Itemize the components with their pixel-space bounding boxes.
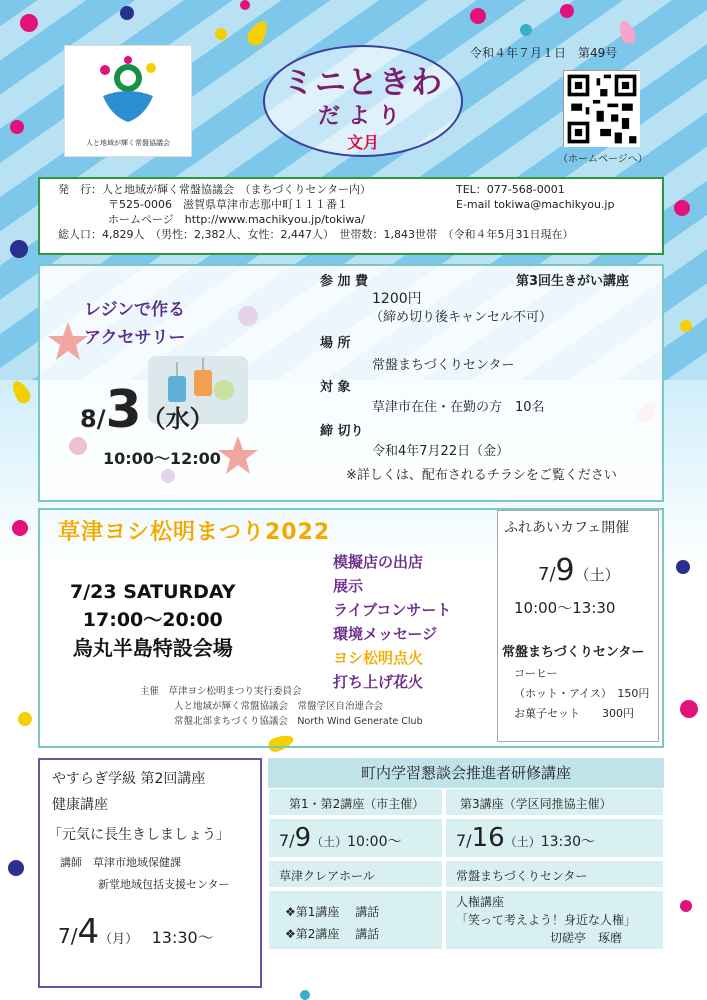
confetti-dot [300,990,310,1000]
resin-note: ※詳しくは、配布されるチラシをご覧ください [346,468,617,483]
festival-event: 展示 [333,577,364,595]
resin-date-day: 3 [105,380,142,440]
publisher-address: 〒525-0006 滋賀県草津市志那中町１１１番１ [108,198,348,211]
col1-item: ❖第1講座 講話 [285,905,380,919]
resin-date-month: 8/ [80,405,106,433]
resin-details [320,268,660,498]
cafe-item: お菓子セット 300円 [514,707,634,720]
resin-title-line2: アクセサリー [84,328,186,348]
resin-date [80,380,214,440]
training-course-table [268,758,664,983]
confetti-dot [18,712,32,726]
publisher-homepage[interactable]: ホームページ http://www.machikyou.jp/tokiwa/ [108,213,365,226]
fee-label: 参 加 費 [320,274,369,289]
festival-event: ヨシ松明点火 [333,649,424,667]
festival-event: 模擬店の出店 [333,553,424,571]
qr-caption: （ホームページへ） [558,154,648,165]
course-col2-date [445,818,664,858]
resin-date-weekday: （水） [141,405,214,433]
yasuragi-panel [38,758,262,988]
course-label: 第3回生きがい講座 [516,274,630,289]
col2-place-text: 常盤まちづくりセンター [456,869,588,883]
cafe-date-day: 9 [555,553,575,588]
confetti-dot [470,8,486,24]
resin-time: 10:00～12:00 [103,449,221,468]
publisher-email[interactable]: E-mail tokiwa@machikyou.jp [456,198,615,211]
resin-event-card [48,276,274,496]
col2-weekday: （土） [504,835,541,849]
course-col1-head [268,788,443,816]
festival-venue: 烏丸半島特設会場 [72,636,233,660]
confetti-dot [12,520,28,536]
cafe-time: 10:00～13:30 [514,599,616,617]
confetti-dot [674,200,690,216]
yasuragi-time: 13:30～ [151,928,214,947]
confetti-dot [240,0,250,10]
organizer: 草津ヨシ松明まつり実行委員会 [168,686,302,697]
publisher-tel: TEL：077-568-0001 [456,183,565,196]
issue-date: 令和４年７月１日 第49号 [470,46,618,60]
lecturer: 草津市地域保健課 [93,856,181,869]
confetti-dot [215,28,227,40]
col2-head-text: 第3講座（学区同推協主催） [460,797,612,811]
place-value: 常盤まちづくりセンター [372,358,515,373]
qr-code[interactable] [563,70,639,146]
course-col1-content [268,890,443,950]
col1-place-text: 草津クレアホール [279,869,375,883]
festival-title: 草津ヨシ松明まつり2022 [58,520,331,545]
yasuragi-theme: 「元気に長生きしましょう」 [48,827,230,843]
resin-title-line1: レジンで作る [84,300,186,320]
yasuragi-subtitle: 健康講座 [52,797,108,813]
fee-value: 1200円 [372,291,422,307]
festival-events [333,550,451,694]
col1-date [279,823,402,853]
qr-code-icon [564,71,640,147]
confetti-dot [20,14,38,32]
col1-item: ❖第2講座 講話 [285,927,380,941]
publisher-label: 発 行：人と地域が輝く常盤協議会 （まちづくりセンター内） [58,183,371,196]
confetti-dot [560,4,574,18]
festival-event: ライブコンサート [333,601,452,619]
col1-date-day: 9 [294,823,312,853]
confetti-dot [10,120,24,134]
deadline-value: 令和4年7月22日（金） [372,444,510,459]
col1-weekday: （土） [311,835,348,849]
yasuragi-weekday: （月） [99,932,132,947]
col2-time: 13:30～ [540,834,596,850]
cafe-date-month: 7/ [538,564,556,585]
col2-date [456,823,595,853]
course-col1-place [268,860,443,888]
lecturer: 新堂地域包括支援センター [98,878,230,891]
population-stats: 総人口：4,829人 （男性：2,382人、女性：2,447人） 世帯数：1,843世帯 （令和４年5月31日現在） [58,228,574,241]
col2-date-month: 7/ [456,831,472,850]
festival-event: 打ち上げ花火 [333,673,424,691]
col2-date-day: 16 [471,823,505,853]
place-label: 場 所 [320,336,351,351]
col1-head-text: 第1・第2講座（市主催） [289,797,425,811]
cafe-date [538,553,620,588]
cafe-panel [497,510,659,742]
confetti-dot [8,860,24,876]
confetti-dot [520,24,532,36]
cafe-weekday: （土） [574,566,620,584]
organizer-label: 主催 [140,686,160,697]
confetti-dot [680,700,698,718]
title-month: 文月 [346,133,379,152]
festival-date: 7/23 SATURDAY [70,581,236,603]
confetti-dot [680,320,692,332]
resin-title [84,296,186,352]
confetti-dot [680,900,692,912]
organizer: 人と地域が輝く常盤協議会 常盤学区自治連合会 [174,701,384,712]
organizer: 常盤北部まちづくり協議会 North Wind Generate Club [174,716,423,727]
cafe-item: （ホット・アイス） 150円 [514,687,650,700]
course-col2-content [445,890,664,950]
confetti-dot [676,560,690,574]
council-logo-icon [95,56,161,126]
yasuragi-title: やすらぎ学級 第2回講座 [52,771,206,787]
festival-event: 環境メッセージ [333,625,438,643]
festival-main [70,578,236,662]
lecturer-label: 講師 [60,856,82,869]
confetti-dot [120,6,134,20]
logo-text: 人と地域が輝く常盤協議会 [86,139,170,147]
title-line2: だより [317,104,408,129]
target-value: 草津市在住・在勤の方 10名 [372,400,545,415]
publisher-info [38,177,664,255]
newsletter-title [263,45,463,157]
yasuragi-date-month: 7/ [58,924,78,948]
target-label: 対 象 [320,380,351,395]
title-line1: ミニときわ [283,65,443,101]
col1-date-month: 7/ [279,831,295,850]
confetti-dot [10,240,28,258]
course-header: 町内学習懇談会推進者研修講座 [268,758,664,788]
yasuragi-date [58,912,214,952]
cafe-item: コーヒー [514,667,558,680]
logo [64,45,192,157]
course-col2-head [445,788,664,816]
col2-item: 切磋亭 琢磨 [550,931,623,945]
festival-organizers [140,684,480,729]
festival-time: 17:00～20:00 [82,609,223,631]
course-col2-place [445,860,664,888]
col2-item: 「笑って考えよう！身近な人権」 [456,913,637,927]
cafe-title: ふれあいカフェ開催 [504,520,630,536]
deadline-label: 締 切り [320,424,364,439]
fee-note: （締め切り後キャンセル不可） [370,310,553,325]
yasuragi-date-day: 4 [77,912,100,952]
col1-time: 10:00～ [347,834,402,850]
yasuragi-lecturer [60,854,181,870]
course-col1-date [268,818,443,858]
col2-item: 人権講座 [456,895,505,909]
cafe-place: 常盤まちづくりセンター [502,645,645,660]
